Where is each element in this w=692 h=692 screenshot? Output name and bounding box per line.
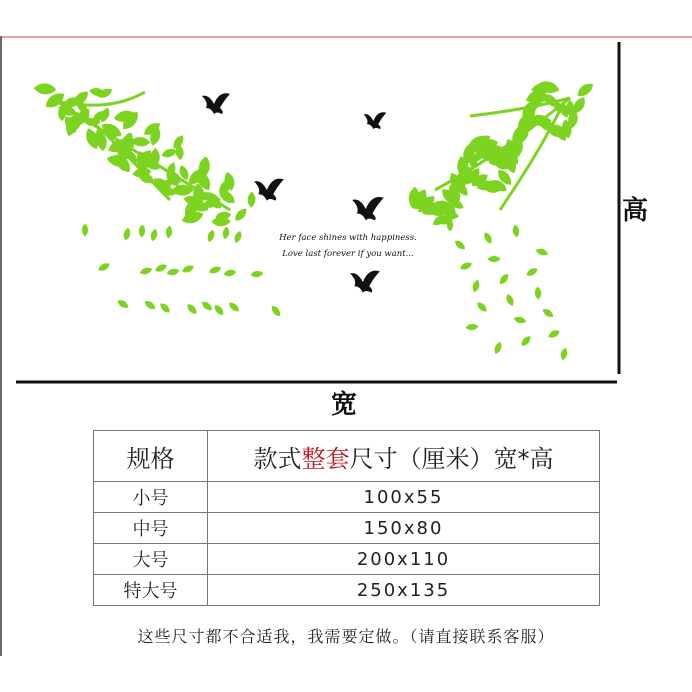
- table-row: [94, 575, 600, 606]
- leaf-icon: [482, 231, 494, 245]
- right-leaves: [408, 79, 596, 361]
- leaf-icon: [247, 191, 256, 207]
- table-row: [94, 513, 600, 544]
- leaf-icon: [513, 315, 527, 324]
- top-border-line: [0, 36, 692, 38]
- leaf-icon: [493, 341, 503, 355]
- header-size: [208, 431, 600, 482]
- row-size: 100x55: [208, 482, 600, 513]
- leaf-icon: [206, 229, 216, 243]
- header-size-prefix: 款式: [253, 444, 302, 473]
- leaf-icon: [233, 230, 243, 244]
- leaf-icon: [525, 266, 539, 278]
- leaf-icon: [453, 238, 467, 251]
- bird-icon: [352, 197, 384, 220]
- leaf-icon: [212, 303, 225, 317]
- leaf-icon: [158, 301, 172, 314]
- row-spec: 小号: [94, 482, 208, 513]
- row-spec: 中号: [94, 513, 208, 544]
- leaf-icon: [82, 224, 88, 237]
- leaf-icon: [97, 261, 111, 273]
- leaf-icon: [211, 217, 230, 227]
- wall-sticker-artwork: [0, 40, 692, 390]
- leaf-icon: [123, 227, 132, 241]
- leaf-icon: [487, 256, 500, 263]
- size-table: [93, 430, 600, 606]
- leaf-icon: [185, 302, 198, 316]
- width-label: 宽: [331, 390, 358, 420]
- leaf-icon: [154, 262, 168, 273]
- leaf-icon: [512, 224, 520, 238]
- header-size-highlight: 整套: [301, 444, 350, 473]
- header-size-suffix: 尺寸（厘米）宽*高: [349, 444, 554, 473]
- leaf-icon: [208, 265, 222, 275]
- bird-icon: [202, 93, 230, 114]
- leaf-icon: [165, 225, 173, 238]
- leaf-icon: [475, 300, 489, 313]
- leaf-icon: [149, 228, 158, 242]
- leaf-icon: [547, 328, 561, 339]
- leaf-icon: [270, 304, 283, 318]
- leaf-icon: [139, 224, 146, 237]
- leaf-icon: [222, 226, 230, 240]
- leaf-icon: [459, 261, 473, 272]
- leaf-icon: [498, 272, 511, 286]
- leaf-icon: [465, 323, 478, 331]
- row-size: 250x135: [208, 575, 600, 606]
- leaf-icon: [33, 83, 56, 95]
- leaf-icon: [227, 300, 241, 313]
- table-row: [94, 482, 600, 513]
- leaf-icon: [541, 307, 555, 320]
- header-spec: 规格: [94, 431, 208, 482]
- leaf-icon: [471, 279, 481, 293]
- bird-icon: [364, 112, 387, 129]
- size-table-header: [94, 431, 600, 482]
- leaf-icon: [223, 269, 237, 278]
- row-spec: 大号: [94, 544, 208, 575]
- quote-line-2: Love last forever if you want...: [282, 249, 414, 259]
- footer-note: 这些尺寸都不合适我，我需要定做。（请直接联系客服）: [137, 627, 555, 646]
- quote-line-1: Her face shines with happiness.: [279, 233, 417, 243]
- row-size: 150x80: [208, 513, 600, 544]
- bird-icon: [350, 271, 380, 293]
- leaf-icon: [116, 298, 130, 310]
- leaf-icon: [166, 267, 180, 276]
- leaf-icon: [519, 334, 532, 348]
- bird-icon: [254, 179, 284, 201]
- row-size: 200x110: [208, 544, 600, 575]
- height-label: 高: [622, 196, 649, 226]
- row-spec: 特大号: [94, 575, 208, 606]
- leaf-icon: [535, 247, 549, 257]
- leaf-icon: [143, 299, 157, 311]
- leaf-icon: [575, 80, 596, 99]
- leaf-icon: [534, 286, 541, 299]
- leaf-icon: [233, 206, 250, 223]
- leaf-icon: [250, 270, 264, 278]
- leaf-icon: [560, 347, 569, 361]
- leaf-icon: [181, 264, 195, 275]
- leaf-icon: [504, 293, 515, 307]
- left-leaves: [33, 83, 282, 318]
- table-row: [94, 544, 600, 575]
- leaf-icon: [200, 300, 214, 313]
- leaf-icon: [160, 147, 178, 159]
- leaf-icon: [139, 266, 153, 276]
